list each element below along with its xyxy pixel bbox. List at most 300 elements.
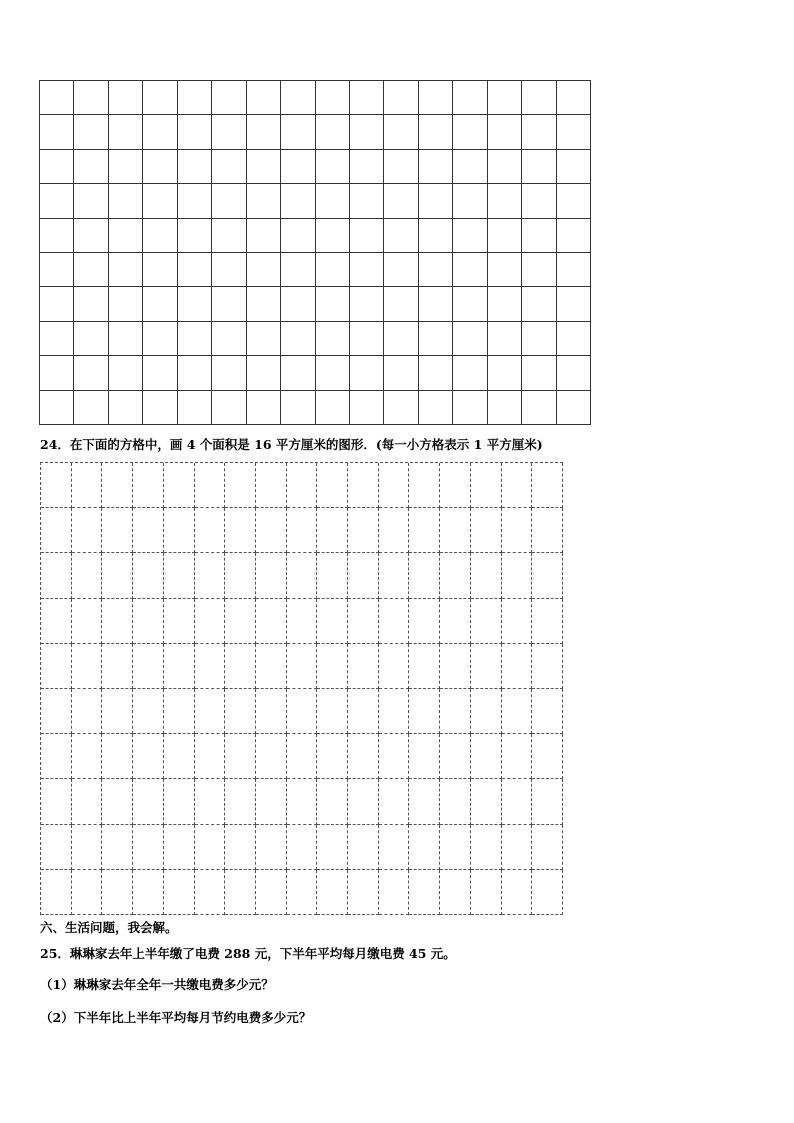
grid-cell [178,115,212,149]
grid-cell [74,322,108,356]
grid-cell [471,779,502,824]
grid-cell [212,81,246,115]
grid-cell [379,463,410,508]
grid-cell [348,508,379,553]
grid-cell [488,356,522,390]
grid-cell [195,870,226,915]
grid-cell [384,81,418,115]
grid-cell [212,219,246,253]
grid-cell [178,356,212,390]
grid-cell [502,870,533,915]
grid-cell [195,508,226,553]
grid-cell [350,219,384,253]
grid-cell [195,689,226,734]
grid-cell [133,508,164,553]
grid-cell [178,150,212,184]
grid-cell [102,779,133,824]
grid-cell [41,779,72,824]
grid-cell [41,553,72,598]
grid-cell [247,150,281,184]
grid-cell [348,825,379,870]
grid-cell [419,356,453,390]
grid-cell [287,508,318,553]
grid-cell [409,870,440,915]
grid-cell [488,81,522,115]
grid-cell [72,463,103,508]
grid-cell [164,689,195,734]
grid-cell [419,115,453,149]
grid-cell [557,219,591,253]
grid-cell [522,184,556,218]
grid-cell [102,644,133,689]
grid-cell [225,508,256,553]
grid-cell [72,825,103,870]
grid-cell [522,81,556,115]
grid-cell [557,81,591,115]
grid-cell [72,734,103,779]
grid-cell [384,150,418,184]
grid-cell [164,553,195,598]
grid-cell [532,779,563,824]
grid-cell [40,356,74,390]
grid-cell [502,463,533,508]
grid-cell [532,644,563,689]
grid-cell [453,287,487,321]
grid-cell [256,599,287,644]
grid-cell [143,184,177,218]
grid-cell [350,150,384,184]
grid-cell [225,599,256,644]
grid-cell [212,150,246,184]
grid-cell [225,734,256,779]
grid-cell [532,463,563,508]
grid-cell [41,734,72,779]
grid-cell [195,644,226,689]
grid-cell [164,825,195,870]
grid-cell [471,508,502,553]
grid-cell [225,825,256,870]
grid-cell [133,553,164,598]
grid-cell [287,553,318,598]
grid-cell [287,644,318,689]
grid-cell [102,553,133,598]
grid-cell [41,599,72,644]
grid-cell [109,150,143,184]
grid-cell [419,322,453,356]
grid-cell [440,599,471,644]
grid-cell [419,150,453,184]
grid-cell [350,253,384,287]
grid-cell [348,553,379,598]
grid-cell [287,779,318,824]
grid-cell [247,287,281,321]
grid-cell [502,508,533,553]
grid-cell [212,356,246,390]
grid-cell [133,779,164,824]
grid-cell [316,150,350,184]
grid-cell [109,322,143,356]
grid-cell [317,870,348,915]
grid-cell [164,734,195,779]
grid-cell [109,115,143,149]
grid-cell [164,463,195,508]
grid-cell [287,689,318,734]
grid-cell [419,219,453,253]
grid-cell [256,553,287,598]
grid-cell [532,825,563,870]
grid-cell [247,322,281,356]
grid-cell [440,689,471,734]
grid-cell [409,689,440,734]
grid-cell [502,825,533,870]
grid-cell [557,287,591,321]
grid-cell [74,356,108,390]
grid-cell [557,115,591,149]
grid-cell [419,81,453,115]
grid-cell [212,184,246,218]
grid-cell [532,599,563,644]
grid-cell [379,734,410,779]
grid-cell [350,115,384,149]
grid-cell [74,115,108,149]
grid-cell [384,115,418,149]
grid-cell [72,870,103,915]
grid-cell [440,644,471,689]
grid-cell [133,734,164,779]
grid-cell [102,825,133,870]
grid-cell [384,287,418,321]
grid-cell [74,150,108,184]
grid-cell [72,553,103,598]
grid-cell [256,870,287,915]
grid-cell [72,508,103,553]
grid-cell [379,779,410,824]
grid-cell [256,463,287,508]
grid-cell [133,599,164,644]
grid-cell [212,322,246,356]
grid-cell [72,779,103,824]
grid-cell [419,184,453,218]
question-24-text: 24．在下面的方格中，画 4 个面积是 16 平方厘米的图形．(每一小方格表示 1 平方厘米) [40,437,543,452]
grid-cell [164,644,195,689]
grid-cell [72,644,103,689]
grid-cell [440,508,471,553]
grid-cell [72,599,103,644]
grid-cell [350,287,384,321]
grid-cell [287,870,318,915]
grid-cell [102,870,133,915]
grid-cell [143,81,177,115]
grid-cell [409,599,440,644]
grid-cell [379,553,410,598]
grid-cell [532,689,563,734]
grid-cell [247,115,281,149]
grid-cell [225,463,256,508]
grid-cell [287,825,318,870]
grid-cell [532,734,563,779]
grid-cell [281,115,315,149]
grid-cell [488,322,522,356]
grid-cell [143,287,177,321]
grid-cell [102,689,133,734]
grid-cell [195,463,226,508]
grid-cell [557,391,591,425]
grid-cell [143,219,177,253]
grid-cell [453,356,487,390]
grid-cell [40,184,74,218]
grid-cell [74,253,108,287]
question-25-text: 25．琳琳家去年上半年缴了电费 288 元，下半年平均每月缴电费 45 元。 [40,946,456,961]
grid-cell [316,356,350,390]
grid-cell [74,81,108,115]
grid-cell [488,184,522,218]
grid-cell [247,253,281,287]
grid-cell [256,779,287,824]
grid-cell [281,81,315,115]
grid-cell [133,463,164,508]
grid-cell [316,81,350,115]
grid-cell [348,689,379,734]
grid-cell [40,150,74,184]
grid-cell [471,870,502,915]
grid-cell [72,689,103,734]
grid-cell [281,219,315,253]
grid-cell [281,184,315,218]
grid-cell [348,734,379,779]
grid-cell [143,356,177,390]
grid-cell [40,115,74,149]
grid-cell [453,391,487,425]
grid-cell [195,553,226,598]
grid-cell [317,599,348,644]
grid-cell [522,356,556,390]
grid-cell [440,734,471,779]
grid-cell [409,508,440,553]
grid-cell [379,644,410,689]
grid-cell [143,150,177,184]
grid-cell [440,825,471,870]
grid-cell [40,391,74,425]
grid-cell [143,253,177,287]
grid-cell [164,870,195,915]
grid-cell [195,734,226,779]
grid-cell [225,870,256,915]
grid-cell [109,253,143,287]
grid-cell [502,644,533,689]
grid-cell [384,184,418,218]
grid-cell [409,825,440,870]
grid-cell [316,287,350,321]
grid-cell [316,219,350,253]
grid-cell [281,253,315,287]
grid-cell [287,599,318,644]
grid-cell [317,553,348,598]
grid-cell [143,115,177,149]
grid-cell [212,287,246,321]
grid-cell [384,322,418,356]
grid-cell [453,81,487,115]
grid-cell [471,644,502,689]
grid-cell [440,870,471,915]
grid-cell [74,219,108,253]
grid-cell [453,115,487,149]
grid-cell [522,287,556,321]
grid-cell [440,463,471,508]
grid-cell [133,644,164,689]
grid-cell [316,253,350,287]
grid-cell [41,508,72,553]
grid-cell [488,391,522,425]
grid-cell [384,253,418,287]
grid-cell [178,391,212,425]
grid-cell [379,689,410,734]
grid-cell [409,734,440,779]
grid-cell [41,689,72,734]
grid-cell [317,825,348,870]
grid-cell [178,81,212,115]
grid-cell [74,184,108,218]
grid-cell [143,391,177,425]
grid-cell [557,356,591,390]
grid-cell [522,322,556,356]
grid-cell [287,463,318,508]
grid-cell [281,287,315,321]
grid-cell [557,253,591,287]
grid-cell [348,644,379,689]
grid-cell [317,508,348,553]
grid-cell [348,870,379,915]
grid-cell [409,779,440,824]
grid-cell [471,599,502,644]
grid-cell [471,734,502,779]
grid-cell [409,553,440,598]
grid-cell [522,391,556,425]
grid-cell [256,825,287,870]
grid-cell [195,779,226,824]
grid-cell [212,115,246,149]
grid-cell [109,391,143,425]
grid-cell [287,734,318,779]
grid-cell [384,391,418,425]
grid-cell [532,553,563,598]
grid-cell [41,644,72,689]
grid-cell [40,81,74,115]
grid-cell [178,184,212,218]
grid-cell [453,322,487,356]
grid-cell [348,779,379,824]
grid-cell [419,287,453,321]
grid-cell [488,287,522,321]
grid-cell [102,508,133,553]
grid-cell [178,287,212,321]
question-25-sub-2: （2）下半年比上半年平均每月节约电费多少元？ [40,1010,312,1025]
grid-cell [40,219,74,253]
grid-cell [532,508,563,553]
grid-cell [225,553,256,598]
grid-cell [247,184,281,218]
grid-cell [133,689,164,734]
grid-cell [453,150,487,184]
grid-cell [317,644,348,689]
grid-cell [348,463,379,508]
grid-cell [281,356,315,390]
grid-cell [316,115,350,149]
grid-cell [195,599,226,644]
grid-cell [488,115,522,149]
grid-cell [109,184,143,218]
grid-cell [350,322,384,356]
grid-cell [40,253,74,287]
grid-cell [522,219,556,253]
grid-cell [316,322,350,356]
grid-cell [178,322,212,356]
grid-cell [471,825,502,870]
grid-cell [440,553,471,598]
grid-cell [317,689,348,734]
grid-cell [453,184,487,218]
grid-cell [488,253,522,287]
grid-cell [471,689,502,734]
grid-cell [316,391,350,425]
grid-cell [471,463,502,508]
grid-cell [384,219,418,253]
grid-cell [317,734,348,779]
grid-cell [195,825,226,870]
grid-cell [502,734,533,779]
grid-cell [143,322,177,356]
grid-cell [41,825,72,870]
grid-cell [348,599,379,644]
grid-cell [488,150,522,184]
grid-cell [247,81,281,115]
section-6-heading: 六、生活问题，我会解。 [40,920,178,935]
grid-cell [522,115,556,149]
dashed-square-grid [40,462,563,915]
grid-cell [256,734,287,779]
grid-cell [102,599,133,644]
grid-cell [557,184,591,218]
grid-cell [178,219,212,253]
grid-cell [409,644,440,689]
grid-cell [109,287,143,321]
grid-cell [317,463,348,508]
grid-cell [212,253,246,287]
grid-cell [522,253,556,287]
grid-cell [164,508,195,553]
grid-cell [471,553,502,598]
grid-cell [41,870,72,915]
grid-cell [557,322,591,356]
grid-cell [316,184,350,218]
grid-cell [379,508,410,553]
solid-square-grid [39,80,591,425]
grid-cell [384,356,418,390]
grid-cell [133,825,164,870]
grid-cell [502,599,533,644]
grid-cell [40,287,74,321]
grid-cell [41,463,72,508]
grid-cell [102,463,133,508]
grid-cell [225,644,256,689]
grid-cell [440,779,471,824]
grid-cell [133,870,164,915]
grid-cell [164,779,195,824]
grid-cell [281,150,315,184]
grid-cell [379,599,410,644]
grid-cell [350,391,384,425]
grid-cell [522,150,556,184]
grid-cell [256,644,287,689]
